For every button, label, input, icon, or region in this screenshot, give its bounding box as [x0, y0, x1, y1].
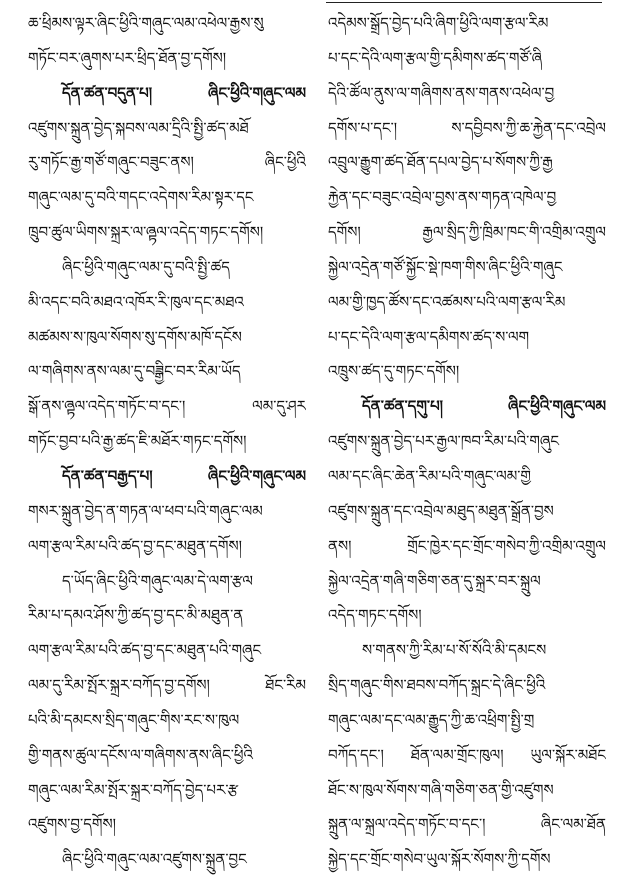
text-line: དེའི་ཚོལ་ནུས་ལ་གཞིགས་ནས་གནས་འཕེལ་བྱ — [328, 83, 555, 102]
text-line: མཚམས་ས་ཁུལ་སོགས་སུ་དགོས་མཁོ་དངོས — [28, 327, 242, 346]
article-heading-8: དོན་ཚན་བརྒྱད་པ། ཞིང་ཕྱིའི་གཞུང་ལམ — [62, 466, 306, 485]
text-line: ཞིང་ཕྱིའི་གཞུང་ལམ་འཛུགས་སྐྲུན་བྱང — [62, 850, 247, 869]
text-line: གཏོང་བྱབ་པའི་རྒྱ་ཚད་ཇི་མཐོར་གཏང་དགོས། — [28, 432, 247, 451]
article-heading-9: དོན་ཚན་དགུ་པ། ཞིང་ཕྱིའི་གཞུང་ལམ — [362, 397, 606, 416]
text-line: པའི་མི་དམངས་སྲིད་གཞུང་གིས་རང་ས་ཁུལ — [28, 710, 240, 729]
text-line: འདེམས་སྒྲོད་བྱེད་པའི་ཞིག་ཕྱིའི་ལག་རྩལ་རིམ — [328, 14, 549, 32]
text-line: འཛུགས་བྱ་དགོས། — [28, 815, 116, 834]
text-line: ད་ཡོད་ཞིང་ཕྱིའི་གཞུང་ལམ་དེ་ལག་རྩལ — [62, 571, 254, 590]
left-column — [28, 6, 306, 877]
text-line: འཛུགས་སྐྲུན་དང་འབྲེལ་མཐུད་མཐུན་སྒྲོན་བྱས — [328, 501, 554, 520]
text-line: མི་འདང་བའི་མཐའ་འཁོར་རི་ཁུལ་དང་མཐའ — [28, 292, 244, 311]
text-line: འདེད་གཏང་དགོས། — [328, 606, 422, 625]
text-line: གཞུང་ལམ་རིམ་སྤོར་སྐྲར་བཀོད་བྱེད་པར་རྩ — [28, 780, 238, 799]
text-line: གསར་སྐྲུན་བྱེད་ན་གཏན་ལ་ཕབ་པའི་གཞུང་ལམ — [28, 501, 263, 520]
text-line: སྐྱེལ་འདྲེན་གཞི་གཅིག་ཅན་དུ་སྐྲར་བར་སྐྲུལ — [328, 571, 541, 590]
text-line: དགོས། རྒྱལ་སྲིད་ཀྱི་ཁྲིམ་ཁང་གི་འགྲིམ་འགྲུལ — [328, 223, 606, 242]
text-line: པ་དང་དེའི་ལག་རྩལ་གྱི་དམིགས་ཚད་གཙོ་ཞི — [328, 48, 543, 67]
text-line: སྐྱེད་དང་གྲོང་གསེབ་ཡུལ་སྐོར་སོགས་ཀྱི་དགོས — [328, 850, 551, 869]
text-line: འབྲུལ་རྒྱུག་ཚད་ཐོན་དཔལ་བྱེད་པ་སོགས་ཀྱི་རྒྱ — [328, 153, 553, 172]
text-line: ཆ་ཕྲིམས་ལྟར་ཞིང་ཕྱིའི་གཞུང་ལམ་འཕེལ་རྒྱས་སུ — [28, 14, 264, 32]
text-line: འཛུགས་སྐྲུན་བྱེད་སྐབས་ལམ་དྲིའི་སྤྱི་ཚད་མཐོ — [28, 118, 249, 137]
text-line: ལམ་དང་ཞིང་ཆེན་རིམ་པའི་གཞུང་ལམ་གྱི — [328, 466, 531, 485]
text-line: ལག་རྩལ་རིམ་པའི་ཚད་བྱ་དང་མཐུན་པའི་གཞུང — [28, 641, 262, 660]
text-line: ས་གནས་ཀྱི་རིམ་པ་སོ་སོའི་མི་དམངས — [362, 641, 547, 660]
text-line: བཀོད་དང་། ཐོན་ལམ་གྲོང་ཁུལ། ཡུལ་སྐོར་མཐོང — [328, 745, 606, 764]
text-line: གཞུང་ལམ་དང་ལམ་རྒྱུད་ཀྱི་ཆ་འཕྲིག་སྤྱི་གྲ — [328, 710, 535, 729]
text-line: ཐོང་ས་ཁུལ་སོགས་གཞི་གཅིག་ཅན་གྱི་འཛུགས — [328, 780, 554, 799]
text-line: ལ་གཞིགས་ནས་ལམ་དུ་བཟྒྱིང་བར་རིམ་ཡོད — [28, 362, 241, 381]
text-line: ཞིང་ཕྱིའི་གཞུང་ལམ་དུ་བའི་སྤྱི་ཚད — [62, 257, 230, 276]
text-line: ནས། གྲོང་ཁྱེར་དང་གྲོང་གསེབ་ཀྱི་འགྲིམ་འགྲུལ — [328, 536, 606, 555]
text-line: སྒོ་ནས་ཞྟལ་འདེད་གཏོང་བ་དང་། ལམ་དུ་ཤར — [28, 397, 306, 416]
text-line: པ་དང་དེའི་ལག་རྩལ་དམིགས་ཚད་ས་ལག — [328, 327, 530, 346]
text-line: ལག་རྩལ་རིམ་པའི་ཚད་བྱ་དང་མཐུན་དགོས། — [28, 536, 242, 555]
top-rule — [326, 2, 602, 3]
text-line: གཏོང་བར་ཞུགས་པར་ཕྲིད་ཐོན་བྱ་དགོས། — [28, 48, 227, 67]
text-line: རྐྱེན་དང་བཟུང་འབྲེལ་བྱས་ནས་གཏན་འཁེལ་བྱ — [328, 188, 557, 207]
text-line: གཞུང་ལམ་དུ་བའི་གདང་འདེགས་རིམ་སྟར་དང — [28, 188, 254, 207]
text-line: ཁྲུབ་ཚུལ་ཡིགས་སྐྲར་ལ་ཞྟལ་འདེད་གཏང་དགོས། — [28, 223, 264, 242]
text-line: འཁྲུས་ཚད་དུ་གཏང་དགོས། — [328, 362, 460, 381]
article-heading-7: དོན་ཚན་བདུན་པ། ཞིང་ཕྱིའི་གཞུང་ལམ — [62, 83, 306, 102]
right-column — [328, 6, 606, 877]
text-line: གྱི་གནས་ཚུལ་དངོས་ལ་གཞིགས་ནས་ཞིང་ཕྱིའི — [28, 745, 253, 764]
text-line: སྲིད་གཞུང་གིས་ཐབས་བཀོད་སྐྲང་དེ་ཞིང་ཕྱིའི — [328, 676, 546, 695]
text-line: ལམ་དུ་རིམ་སྤོར་སྐྲར་བཀོད་བྱ་དགོས། ཐོང་རིམ — [28, 676, 306, 695]
text-line: སྐྱེལ་འདྲེན་གཙོ་སྐྱོང་སྡེ་ཁག་གིས་ཞིང་ཕྱིའི་གཞུང — [328, 257, 563, 276]
text-line: རིམ་པ་དམའ་ཤོས་ཀྱི་ཚད་བྱ་དང་མི་མཐུན་ན — [28, 606, 244, 625]
text-line: ལམ་གྱི་ཁྱད་ཚོས་དང་འཚམས་པའི་ལག་རྩལ་རིམ — [328, 292, 566, 311]
text-line: འཛུགས་སྐྲུན་བྱེད་པར་རྒྱལ་ཁབ་རིམ་པའི་གཞུང — [328, 432, 560, 451]
text-line: རུ་གཏོང་རྒྱ་གཙོ་གཞུང་བཟུང་ནས། ཞིང་ཕྱིའི — [28, 153, 306, 172]
text-line: དགོས་པ་དང་། ས་དབྱིབས་ཀྱི་ཆ་རྐྱེན་དང་འབྲེལ — [328, 118, 606, 137]
text-line: སྐྲུན་ལ་སྐྲལ་འདེད་གཏོང་བ་དང་། ཞིང་ལམ་ཐོན — [328, 815, 606, 834]
